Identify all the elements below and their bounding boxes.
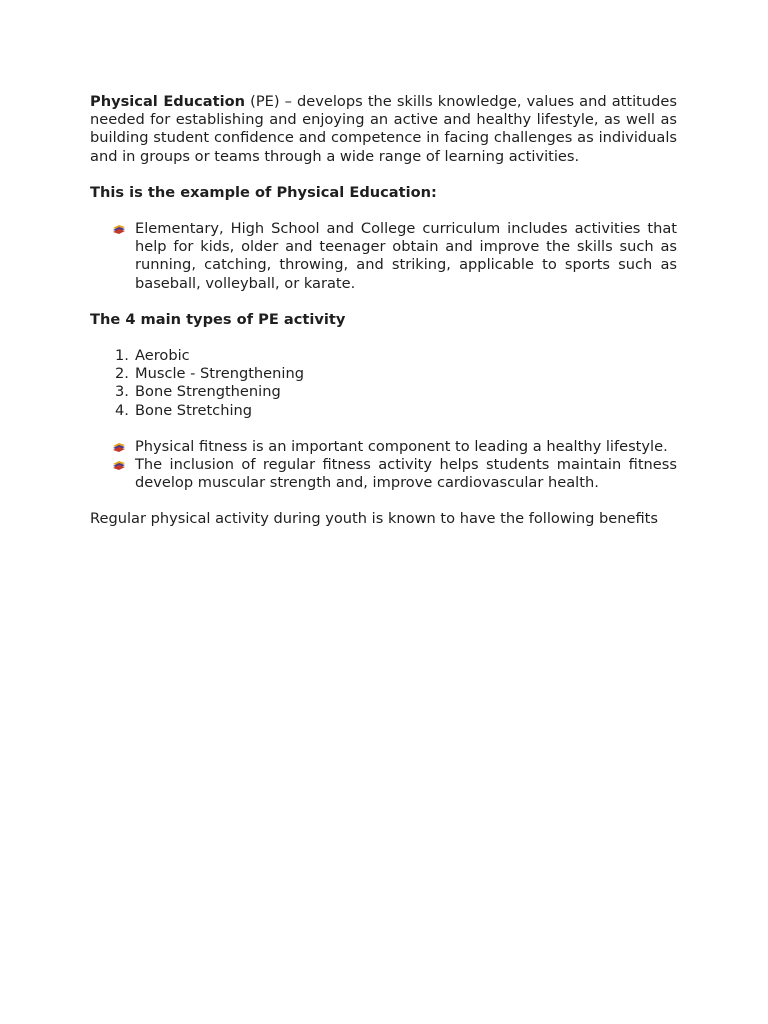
list-item	[90, 383, 677, 401]
fitness-bullet-list	[90, 438, 677, 493]
list-number: 1.	[115, 347, 129, 365]
book-bullet-icon	[112, 223, 126, 235]
list-number: 2.	[115, 365, 129, 383]
list-number: 3.	[115, 383, 129, 401]
list-item-text: Muscle - Strengthening	[135, 365, 304, 383]
list-item	[90, 402, 677, 420]
list-item-text: Bone Stretching	[135, 401, 253, 419]
list-item	[90, 347, 677, 365]
types-heading: The 4 main types of PE activity	[90, 310, 346, 328]
list-item-text: The inclusion of regular fitness activity helps students maintain fitness develop muscular strength and, improve cardiovascular health.	[135, 456, 677, 492]
types-numbered-list	[90, 347, 677, 420]
book-bullet-icon	[112, 441, 126, 453]
list-item-text: Elementary, High School and College curriculum includes activities that help for kids, older and teenager obtain and improve the skills such as running, catching, throwing, and striking, applicable to sports such as baseball, volleyball, or karate.	[135, 220, 677, 292]
intro-term: Physical Education	[90, 93, 246, 110]
list-number: 4.	[115, 401, 129, 419]
list-item	[90, 438, 677, 456]
list-item-text: Physical fitness is an important component to leading a healthy lifestyle.	[135, 437, 668, 455]
list-item	[90, 456, 677, 492]
intro-text: (PE) – develops the skills knowledge, values and attitudes needed for establishing and enjoying an active and healthy lifestyle, as well as building student confidence and competence in facing challenges as individuals and in groups or teams through a wide range of learning activities.	[90, 93, 677, 165]
intro-paragraph	[90, 93, 677, 166]
list-item	[90, 365, 677, 383]
list-item-text: Aerobic	[135, 347, 190, 365]
book-bullet-icon	[112, 459, 126, 471]
list-item	[90, 220, 677, 293]
example-bullet-list	[90, 220, 677, 293]
example-heading: This is the example of Physical Education:	[90, 183, 437, 201]
closing-paragraph: Regular physical activity during youth is known to have the following benefits	[90, 510, 658, 528]
document-body	[90, 93, 677, 529]
list-item-text: Bone Strengthening	[135, 383, 281, 401]
